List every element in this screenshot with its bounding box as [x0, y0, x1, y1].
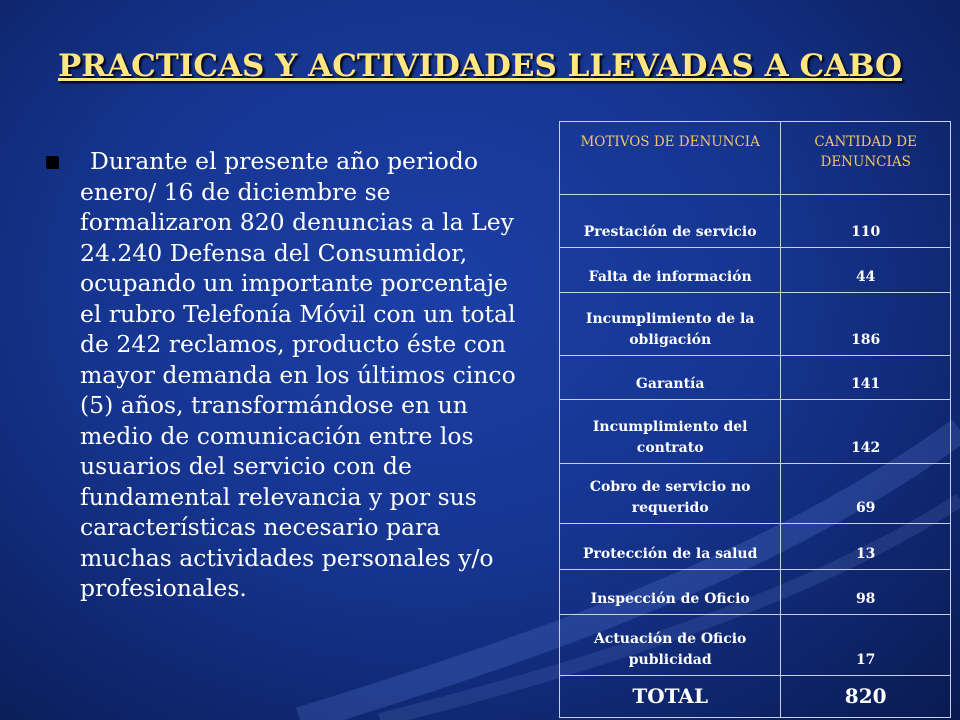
table-row	[560, 248, 951, 293]
header-motivos: MOTIVOS DE DENUNCIA	[560, 122, 781, 195]
row-cantidad: 141	[781, 356, 951, 400]
row-cantidad: 98	[781, 570, 951, 615]
row-motivo: Prestación de servicio	[560, 195, 781, 248]
table-row	[560, 570, 951, 615]
row-motivo: Actuación de Oficio publicidad	[560, 615, 781, 676]
table-row	[560, 524, 951, 570]
bullet-section	[46, 146, 534, 604]
table-header-row	[560, 122, 951, 195]
row-motivo: Inspección de Oficio	[560, 570, 781, 615]
row-cantidad: 110	[781, 195, 951, 248]
row-cantidad: 69	[781, 464, 951, 524]
row-cantidad: 142	[781, 400, 951, 464]
table-row	[560, 615, 951, 676]
row-cantidad: 186	[781, 293, 951, 356]
total-label: TOTAL	[560, 676, 781, 718]
bullet-paragraph: Durante el presente año periodo enero/ 16 de diciembre se formalizaron 820 denuncias a la Ley 24.240 Defensa del Consumidor, ocupando un importante porcentaje el rubro Telefonía Móvil con un total de 242 reclamos, producto éste con mayor demanda en los últimos cinco (5) años, transformándose en un medio de comunicación entre los usuarios del servicio con de fundamental relevancia y por sus características necesario para muchas actividades personales y/o profesionales.	[80, 147, 516, 602]
table-row	[560, 356, 951, 400]
table-row	[560, 195, 951, 248]
row-cantidad: 44	[781, 248, 951, 293]
table-total-row	[560, 676, 951, 718]
complaints-table	[559, 121, 951, 718]
total-value: 820	[781, 676, 951, 718]
row-motivo: Cobro de servicio no requerido	[560, 464, 781, 524]
table-row	[560, 293, 951, 356]
header-cantidad: CANTIDAD DE DENUNCIAS	[781, 122, 951, 195]
square-bullet-icon	[46, 156, 58, 168]
row-motivo: Garantía	[560, 356, 781, 400]
table-row	[560, 400, 951, 464]
table-row	[560, 464, 951, 524]
row-motivo: Incumplimiento del contrato	[560, 400, 781, 464]
row-cantidad: 17	[781, 615, 951, 676]
page-title: PRACTICAS Y ACTIVIDADES LLEVADAS A CABO	[57, 48, 903, 84]
row-motivo: Protección de la salud	[560, 524, 781, 570]
row-cantidad: 13	[781, 524, 951, 570]
row-motivo: Incumplimiento de la obligación	[560, 293, 781, 356]
row-motivo: Falta de información	[560, 248, 781, 293]
